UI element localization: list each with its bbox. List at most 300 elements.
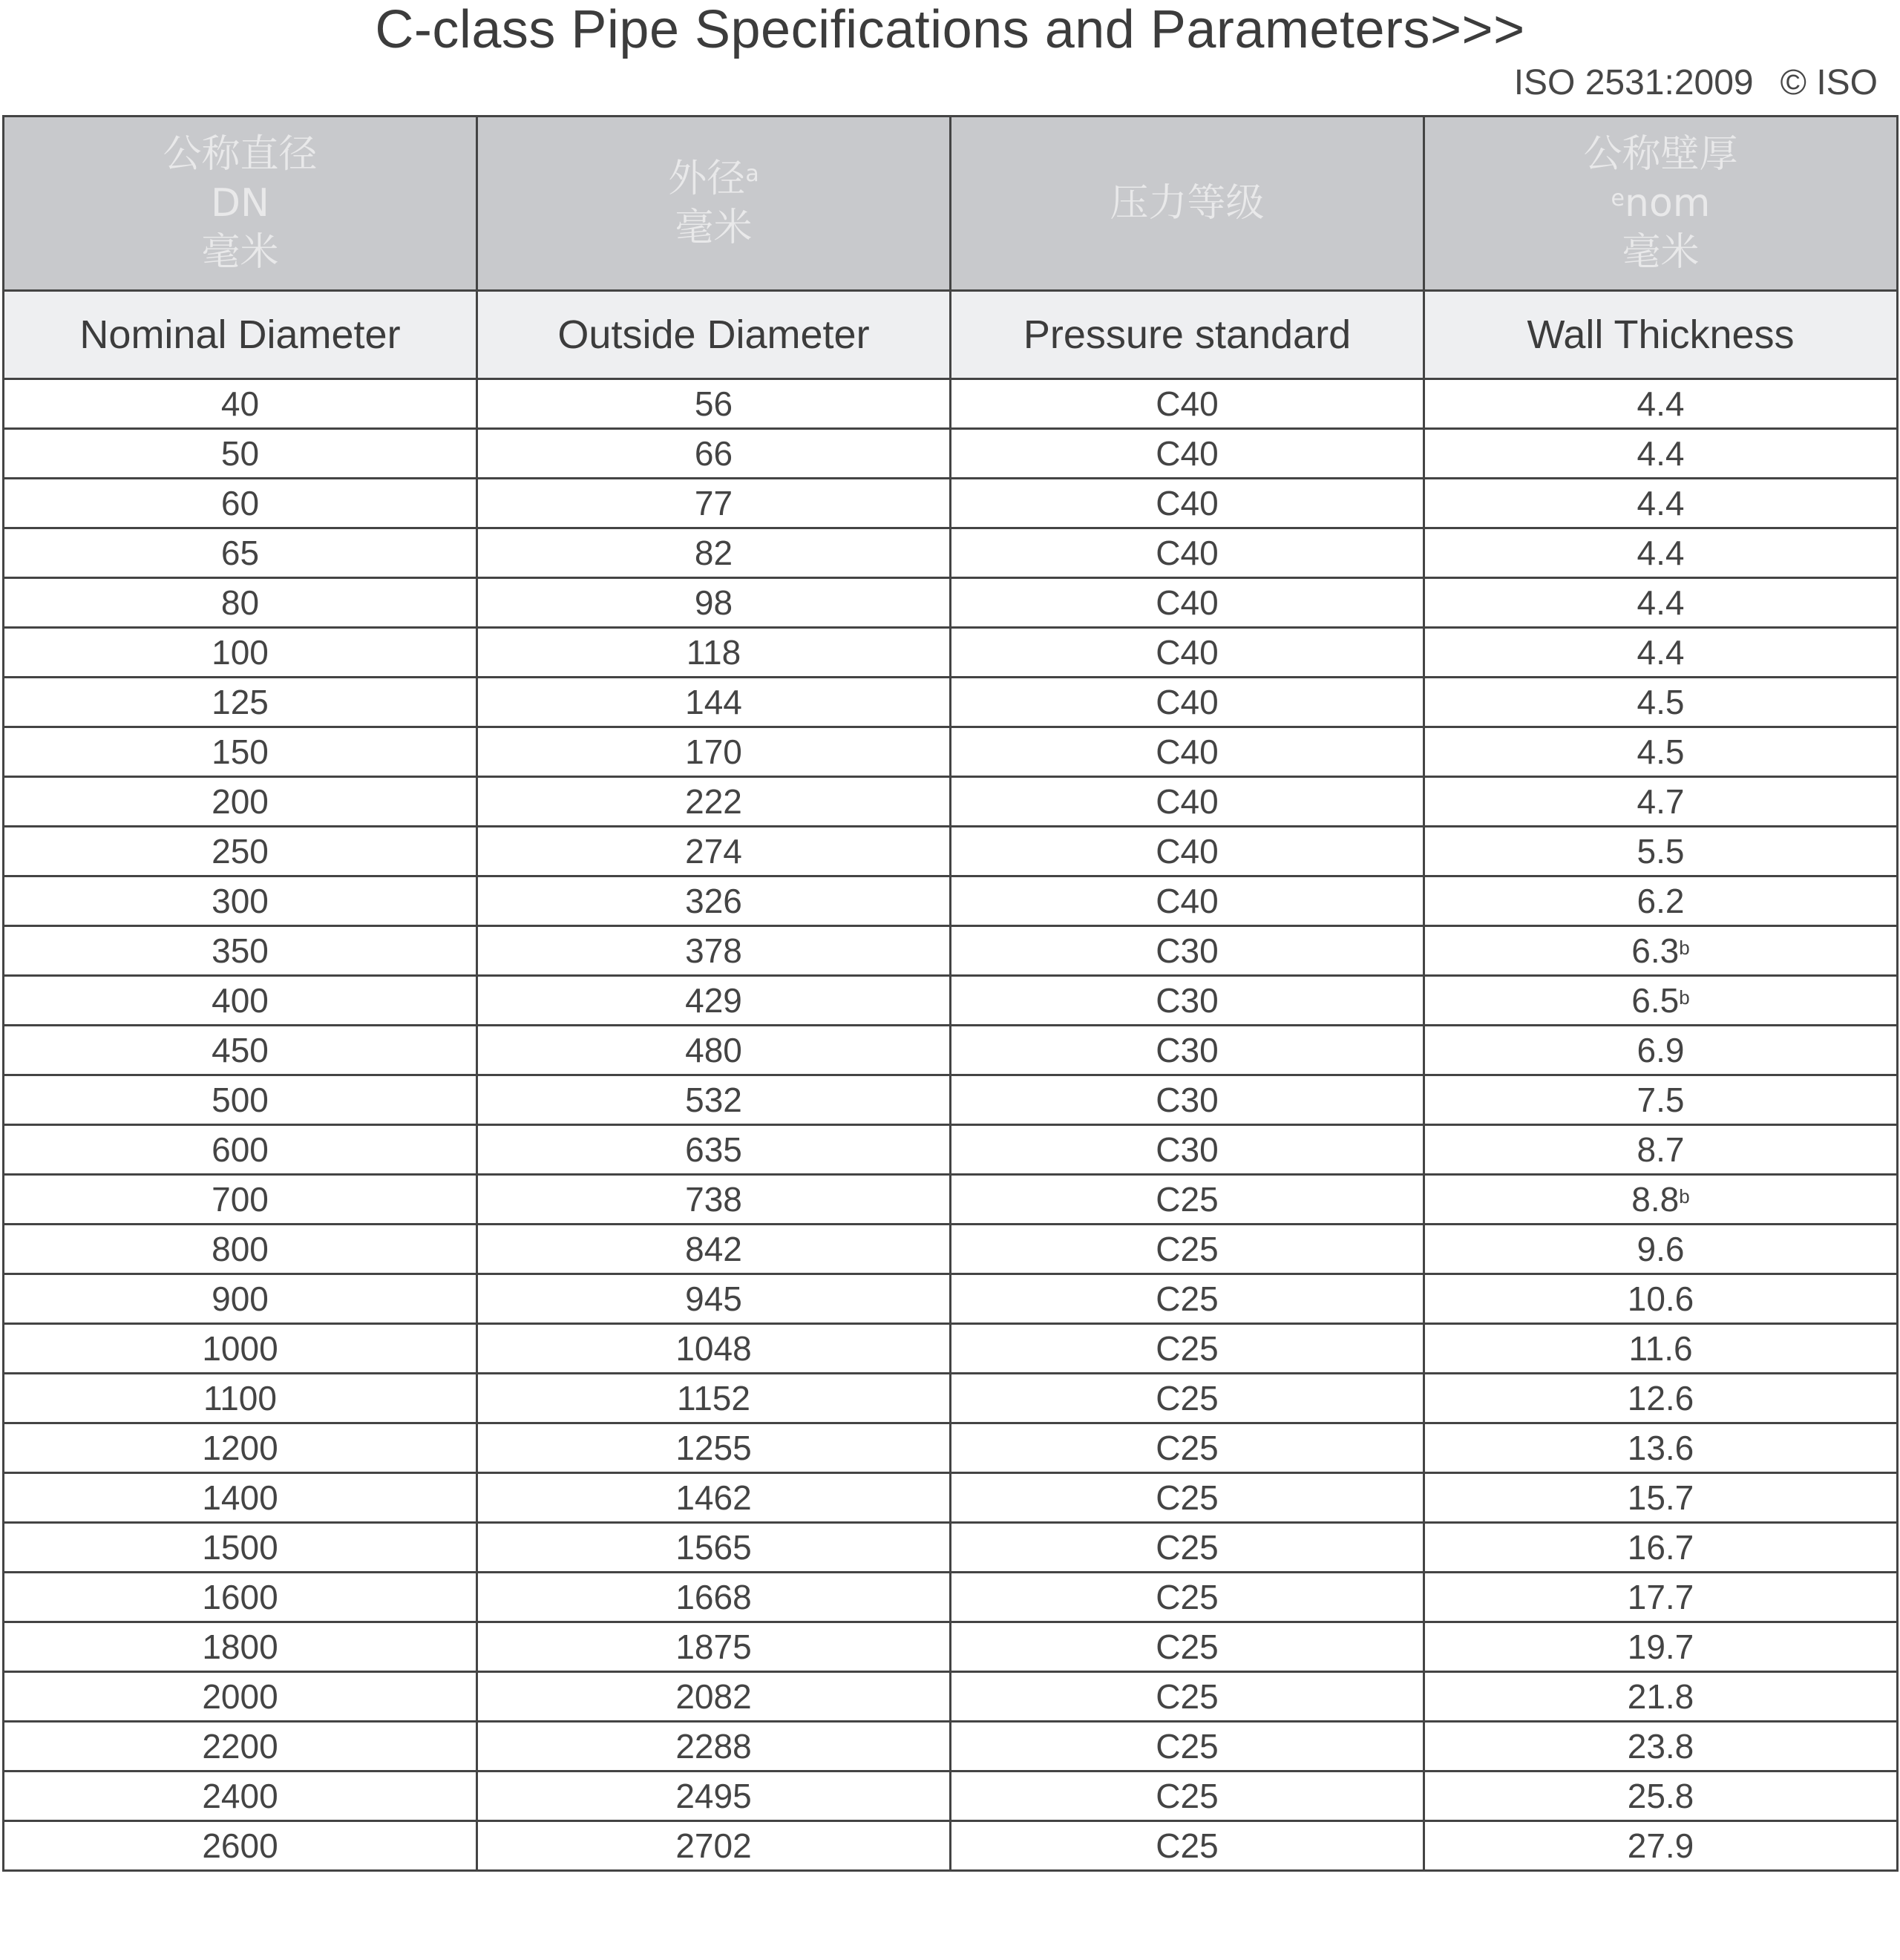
table-row xyxy=(4,1722,1898,1771)
table-row xyxy=(4,1423,1898,1473)
cell-wall-thickness-value: 4.4 xyxy=(1637,633,1685,672)
cell-nominal-diameter-value: 1400 xyxy=(202,1478,278,1517)
table-row xyxy=(4,578,1898,628)
cell-wall-thickness-value: 6.5 xyxy=(1631,981,1680,1020)
cell-outside-diameter xyxy=(477,876,951,926)
cell-outside-diameter xyxy=(477,1125,951,1175)
cell-wall-thickness-value: 4.5 xyxy=(1637,683,1685,721)
table-row xyxy=(4,479,1898,528)
table-row xyxy=(4,1473,1898,1523)
column-header-pressure-standard: Pressure standard xyxy=(951,291,1424,379)
cell-outside-diameter-value: 532 xyxy=(685,1081,742,1119)
cell-pressure-class-value: C40 xyxy=(1156,882,1219,920)
cell-nominal-diameter-value: 80 xyxy=(220,583,260,622)
cell-pressure-class-value: C25 xyxy=(1156,1379,1219,1417)
cell-pressure-class-value: C40 xyxy=(1156,683,1219,721)
cell-nominal-diameter xyxy=(4,1423,477,1473)
header-cn-unit: 毫米 xyxy=(201,230,279,275)
cell-outside-diameter xyxy=(477,1374,951,1423)
cell-pressure-class xyxy=(951,1821,1424,1871)
cell-nominal-diameter-value: 300 xyxy=(212,882,269,920)
cell-pressure-class xyxy=(951,429,1424,479)
cell-nominal-diameter-value: 1500 xyxy=(202,1528,278,1567)
cell-outside-diameter xyxy=(477,1523,951,1573)
cell-wall-thickness xyxy=(1424,379,1898,429)
cell-wall-thickness xyxy=(1424,1771,1898,1821)
table-row xyxy=(4,429,1898,479)
cell-nominal-diameter xyxy=(4,1026,477,1075)
cell-nominal-diameter xyxy=(4,1722,477,1771)
cell-nominal-diameter-value: 1000 xyxy=(202,1329,278,1368)
cell-nominal-diameter-value: 50 xyxy=(220,434,260,473)
cell-wall-thickness xyxy=(1424,1075,1898,1125)
cell-nominal-diameter xyxy=(4,1821,477,1871)
cell-outside-diameter-value: 1255 xyxy=(675,1429,752,1467)
cell-outside-diameter xyxy=(477,1473,951,1523)
cell-outside-diameter-value: 1048 xyxy=(675,1329,752,1368)
cell-pressure-class-value: C30 xyxy=(1156,981,1219,1020)
header-row-english xyxy=(4,291,1898,379)
cell-wall-thickness xyxy=(1424,1175,1898,1225)
cell-pressure-class-value: C40 xyxy=(1156,732,1219,771)
table-row xyxy=(4,1771,1898,1821)
cell-wall-thickness-value: 7.5 xyxy=(1637,1081,1685,1119)
table-row xyxy=(4,727,1898,777)
cell-nominal-diameter-value: 800 xyxy=(212,1230,269,1268)
cell-wall-thickness xyxy=(1424,876,1898,926)
table-row xyxy=(4,926,1898,976)
cell-pressure-class xyxy=(951,1175,1424,1225)
cell-nominal-diameter xyxy=(4,1075,477,1125)
cell-nominal-diameter-value: 1600 xyxy=(202,1578,278,1616)
table-row xyxy=(4,1374,1898,1423)
cell-outside-diameter xyxy=(477,379,951,429)
cell-pressure-class xyxy=(951,678,1424,727)
cell-outside-diameter xyxy=(477,1225,951,1274)
cell-outside-diameter xyxy=(477,578,951,628)
cell-nominal-diameter xyxy=(4,1125,477,1175)
cell-nominal-diameter-value: 1200 xyxy=(202,1429,278,1467)
cell-wall-thickness xyxy=(1424,976,1898,1026)
cell-pressure-class xyxy=(951,727,1424,777)
cell-wall-thickness xyxy=(1424,1026,1898,1075)
cell-nominal-diameter-value: 2200 xyxy=(202,1727,278,1766)
table-row xyxy=(4,1175,1898,1225)
cell-wall-thickness-value: 8.7 xyxy=(1637,1130,1685,1169)
cell-nominal-diameter-value: 400 xyxy=(212,981,269,1020)
cell-pressure-class xyxy=(951,628,1424,678)
cell-wall-thickness-value: 4.7 xyxy=(1637,782,1685,821)
cell-pressure-class xyxy=(951,926,1424,976)
cell-pressure-class xyxy=(951,1125,1424,1175)
cell-outside-diameter xyxy=(477,1722,951,1771)
cell-wall-thickness-value: 4.5 xyxy=(1637,732,1685,771)
cell-outside-diameter-value: 2082 xyxy=(675,1677,752,1716)
table-row xyxy=(4,876,1898,926)
cell-pressure-class-value: C30 xyxy=(1156,931,1219,970)
cell-pressure-class-value: C25 xyxy=(1156,1528,1219,1567)
cell-outside-diameter-value: 170 xyxy=(685,732,742,771)
cell-nominal-diameter xyxy=(4,678,477,727)
cell-wall-thickness xyxy=(1424,1622,1898,1672)
table-row xyxy=(4,678,1898,727)
cell-outside-diameter xyxy=(477,926,951,976)
cell-pressure-class xyxy=(951,479,1424,528)
cell-pressure-class-value: C30 xyxy=(1156,1031,1219,1069)
cell-nominal-diameter xyxy=(4,876,477,926)
cell-nominal-diameter-value: 500 xyxy=(212,1081,269,1119)
cell-nominal-diameter-value: 150 xyxy=(212,732,269,771)
cell-nominal-diameter xyxy=(4,1274,477,1324)
cell-outside-diameter xyxy=(477,1175,951,1225)
cell-outside-diameter-value: 1875 xyxy=(675,1628,752,1666)
cell-wall-thickness xyxy=(1424,528,1898,578)
cell-wall-thickness xyxy=(1424,578,1898,628)
cell-wall-thickness xyxy=(1424,1722,1898,1771)
column-header-nominal-diameter: Nominal Diameter xyxy=(4,291,477,379)
cell-wall-thickness xyxy=(1424,1423,1898,1473)
cell-pressure-class-value: C40 xyxy=(1156,583,1219,622)
cell-nominal-diameter-value: 350 xyxy=(212,931,269,970)
cell-wall-thickness xyxy=(1424,1473,1898,1523)
cell-outside-diameter-value: 2288 xyxy=(675,1727,752,1766)
cell-nominal-diameter-value: 1100 xyxy=(203,1379,277,1417)
cell-wall-thickness-value: 19.7 xyxy=(1627,1628,1694,1666)
cell-pressure-class xyxy=(951,1225,1424,1274)
cell-pressure-class xyxy=(951,827,1424,876)
cell-pressure-class-value: C25 xyxy=(1156,1180,1219,1219)
cell-nominal-diameter xyxy=(4,628,477,678)
footnote-mark: b xyxy=(1679,986,1690,1009)
cell-wall-thickness xyxy=(1424,777,1898,827)
cell-pressure-class xyxy=(951,1324,1424,1374)
cell-pressure-class-value: C40 xyxy=(1156,534,1219,572)
cell-nominal-diameter xyxy=(4,777,477,827)
cell-nominal-diameter xyxy=(4,1473,477,1523)
cell-pressure-class xyxy=(951,1374,1424,1423)
cell-nominal-diameter-value: 100 xyxy=(212,633,269,672)
cell-wall-thickness-value: 4.4 xyxy=(1637,583,1685,622)
cell-pressure-class-value: C30 xyxy=(1156,1081,1219,1119)
cell-outside-diameter-value: 2495 xyxy=(675,1777,752,1815)
copyright-notice: © ISO xyxy=(1780,63,1878,102)
cell-outside-diameter xyxy=(477,528,951,578)
cell-outside-diameter-value: 98 xyxy=(694,583,733,622)
cell-pressure-class-value: C25 xyxy=(1156,1677,1219,1716)
cell-wall-thickness-value: 5.5 xyxy=(1637,832,1685,871)
header-cn-label: 公称直径 xyxy=(163,132,318,177)
cell-pressure-class xyxy=(951,1573,1424,1622)
cell-pressure-class xyxy=(951,1075,1424,1125)
cell-outside-diameter-value: 2702 xyxy=(675,1826,752,1865)
cell-nominal-diameter xyxy=(4,379,477,429)
cell-nominal-diameter xyxy=(4,1175,477,1225)
cell-nominal-diameter xyxy=(4,827,477,876)
table-row xyxy=(4,1026,1898,1075)
cell-pressure-class xyxy=(951,1423,1424,1473)
cell-wall-thickness-value: 12.6 xyxy=(1627,1379,1694,1417)
cell-outside-diameter-value: 945 xyxy=(685,1279,742,1318)
cell-wall-thickness-value: 25.8 xyxy=(1627,1777,1694,1815)
cell-outside-diameter-value: 738 xyxy=(685,1180,742,1219)
cell-wall-thickness xyxy=(1424,1225,1898,1274)
cell-outside-diameter-value: 222 xyxy=(685,782,742,821)
cell-nominal-diameter-value: 250 xyxy=(212,832,269,871)
cell-outside-diameter-value: 480 xyxy=(685,1031,742,1069)
cell-nominal-diameter xyxy=(4,479,477,528)
cell-pressure-class xyxy=(951,1722,1424,1771)
cell-nominal-diameter xyxy=(4,1672,477,1722)
cell-pressure-class-value: C25 xyxy=(1156,1279,1219,1318)
cell-outside-diameter xyxy=(477,976,951,1026)
cell-outside-diameter-value: 378 xyxy=(685,931,742,970)
cell-pressure-class-value: C25 xyxy=(1156,1429,1219,1467)
footnote-mark: b xyxy=(1679,1185,1690,1207)
cell-nominal-diameter-value: 900 xyxy=(212,1279,269,1318)
cell-outside-diameter xyxy=(477,1324,951,1374)
cell-wall-thickness-value: 23.8 xyxy=(1627,1727,1694,1766)
cell-nominal-diameter-value: 700 xyxy=(212,1180,269,1219)
cell-wall-thickness-value: 11.6 xyxy=(1628,1329,1693,1368)
header-cn-symbol: e xyxy=(1611,186,1625,212)
cell-wall-thickness xyxy=(1424,1125,1898,1175)
cell-outside-diameter-value: 77 xyxy=(694,484,733,522)
cell-outside-diameter-value: 144 xyxy=(685,683,742,721)
cell-outside-diameter-value: 429 xyxy=(685,981,742,1020)
table-row xyxy=(4,1274,1898,1324)
table-row xyxy=(4,1075,1898,1125)
cell-wall-thickness-value: 9.6 xyxy=(1637,1230,1685,1268)
cell-wall-thickness xyxy=(1424,479,1898,528)
cell-outside-diameter-value: 1462 xyxy=(675,1478,752,1517)
cell-wall-thickness-value: 6.9 xyxy=(1637,1031,1685,1069)
cell-wall-thickness xyxy=(1424,827,1898,876)
cell-outside-diameter xyxy=(477,678,951,727)
table-row xyxy=(4,1225,1898,1274)
cell-wall-thickness-value: 15.7 xyxy=(1627,1478,1694,1517)
cell-pressure-class-value: C25 xyxy=(1156,1478,1219,1517)
cell-wall-thickness xyxy=(1424,1523,1898,1573)
cell-pressure-class-value: C25 xyxy=(1156,1578,1219,1616)
cell-nominal-diameter-value: 2600 xyxy=(202,1826,278,1865)
pipe-spec-table xyxy=(2,115,1899,1872)
table-row xyxy=(4,976,1898,1026)
cell-outside-diameter xyxy=(477,479,951,528)
cell-outside-diameter xyxy=(477,827,951,876)
cell-pressure-class xyxy=(951,1274,1424,1324)
cell-nominal-diameter-value: 2000 xyxy=(202,1677,278,1716)
cell-outside-diameter xyxy=(477,1026,951,1075)
cell-pressure-class-value: C40 xyxy=(1156,633,1219,672)
cell-nominal-diameter xyxy=(4,429,477,479)
cell-nominal-diameter-value: 40 xyxy=(220,384,260,423)
table-row xyxy=(4,528,1898,578)
cell-nominal-diameter-value: 450 xyxy=(212,1031,269,1069)
cell-nominal-diameter-value: 60 xyxy=(220,484,260,522)
standard-reference xyxy=(1514,59,1878,107)
header-cn-wall-thickness xyxy=(1424,117,1898,291)
header-cn-label: 外径 xyxy=(668,157,746,201)
cell-wall-thickness-value: 4.4 xyxy=(1637,434,1685,473)
table-row xyxy=(4,379,1898,429)
table-row xyxy=(4,628,1898,678)
cell-outside-diameter xyxy=(477,727,951,777)
header-row-chinese xyxy=(4,117,1898,291)
cell-wall-thickness-value: 16.7 xyxy=(1627,1528,1694,1567)
cell-outside-diameter xyxy=(477,1573,951,1622)
cell-outside-diameter-value: 82 xyxy=(694,534,733,572)
column-header-wall-thickness: Wall Thickness xyxy=(1424,291,1898,379)
cell-pressure-class xyxy=(951,1771,1424,1821)
cell-outside-diameter-value: 274 xyxy=(685,832,742,871)
cell-outside-diameter-value: 326 xyxy=(685,882,742,920)
header-cn-symbol-subscript: nom xyxy=(1625,181,1711,226)
cell-nominal-diameter xyxy=(4,1771,477,1821)
table-row xyxy=(4,1672,1898,1722)
cell-pressure-class xyxy=(951,528,1424,578)
cell-nominal-diameter xyxy=(4,727,477,777)
cell-nominal-diameter-value: 200 xyxy=(212,782,269,821)
table-row xyxy=(4,1573,1898,1622)
header-cn-label: 压力等级 xyxy=(1110,181,1265,226)
table-row xyxy=(4,1125,1898,1175)
header-cn-outside-diameter xyxy=(477,117,951,291)
cell-pressure-class-value: C40 xyxy=(1156,434,1219,473)
cell-outside-diameter-value: 1668 xyxy=(675,1578,752,1616)
table-row xyxy=(4,1324,1898,1374)
cell-pressure-class-value: C40 xyxy=(1156,782,1219,821)
cell-wall-thickness xyxy=(1424,926,1898,976)
cell-pressure-class-value: C25 xyxy=(1156,1777,1219,1815)
cell-wall-thickness-value: 10.6 xyxy=(1627,1279,1694,1318)
cell-wall-thickness xyxy=(1424,1274,1898,1324)
cell-pressure-class xyxy=(951,777,1424,827)
cell-outside-diameter xyxy=(477,1622,951,1672)
cell-wall-thickness-value: 27.9 xyxy=(1627,1826,1694,1865)
cell-outside-diameter-value: 66 xyxy=(694,434,733,473)
footnote-mark: a xyxy=(745,161,759,187)
cell-wall-thickness xyxy=(1424,429,1898,479)
cell-outside-diameter xyxy=(477,1821,951,1871)
cell-nominal-diameter-value: 2400 xyxy=(202,1777,278,1815)
cell-outside-diameter xyxy=(477,429,951,479)
footnote-mark: b xyxy=(1679,937,1690,959)
cell-nominal-diameter-value: 1800 xyxy=(202,1628,278,1666)
cell-nominal-diameter xyxy=(4,578,477,628)
header-cn-pressure-class xyxy=(951,117,1424,291)
cell-pressure-class-value: C25 xyxy=(1156,1230,1219,1268)
table-row xyxy=(4,1821,1898,1871)
cell-wall-thickness-value: 4.4 xyxy=(1637,384,1685,423)
cell-wall-thickness-value: 4.4 xyxy=(1637,534,1685,572)
header-cn-label: 公称壁厚 xyxy=(1583,132,1738,177)
cell-outside-diameter-value: 635 xyxy=(685,1130,742,1169)
table-row xyxy=(4,777,1898,827)
cell-nominal-diameter-value: 65 xyxy=(220,534,260,572)
cell-wall-thickness xyxy=(1424,1324,1898,1374)
cell-pressure-class-value: C40 xyxy=(1156,832,1219,871)
cell-outside-diameter xyxy=(477,628,951,678)
cell-outside-diameter-value: 1565 xyxy=(675,1528,752,1567)
cell-outside-diameter xyxy=(477,1672,951,1722)
cell-pressure-class xyxy=(951,379,1424,429)
cell-pressure-class xyxy=(951,1473,1424,1523)
cell-outside-diameter xyxy=(477,1274,951,1324)
table-row xyxy=(4,1622,1898,1672)
cell-outside-diameter xyxy=(477,1423,951,1473)
cell-outside-diameter xyxy=(477,1771,951,1821)
cell-wall-thickness-value: 6.2 xyxy=(1637,882,1685,920)
standard-code: ISO 2531:2009 xyxy=(1513,63,1754,102)
header-cn-unit: 毫米 xyxy=(675,206,753,250)
cell-wall-thickness-value: 13.6 xyxy=(1627,1429,1694,1467)
cell-pressure-class-value: C40 xyxy=(1156,484,1219,522)
cell-pressure-class-value: C25 xyxy=(1156,1826,1219,1865)
cell-outside-diameter xyxy=(477,1075,951,1125)
cell-wall-thickness-value: 8.8 xyxy=(1631,1180,1680,1219)
cell-wall-thickness xyxy=(1424,1672,1898,1722)
cell-outside-diameter-value: 842 xyxy=(685,1230,742,1268)
cell-wall-thickness-value: 21.8 xyxy=(1627,1677,1694,1716)
cell-nominal-diameter xyxy=(4,976,477,1026)
header-cn-nominal-diameter xyxy=(4,117,477,291)
cell-wall-thickness-value: 4.4 xyxy=(1637,484,1685,522)
cell-pressure-class-value: C25 xyxy=(1156,1329,1219,1368)
page-title: C-class Pipe Specifications and Parameters>>> xyxy=(375,0,1525,59)
cell-nominal-diameter xyxy=(4,1573,477,1622)
cell-wall-thickness xyxy=(1424,1821,1898,1871)
cell-pressure-class xyxy=(951,578,1424,628)
cell-nominal-diameter xyxy=(4,926,477,976)
column-header-outside-diameter: Outside Diameter xyxy=(477,291,951,379)
cell-pressure-class xyxy=(951,1672,1424,1722)
table-row xyxy=(4,827,1898,876)
cell-pressure-class-value: C40 xyxy=(1156,384,1219,423)
header-cn-symbol: DN xyxy=(211,181,269,226)
cell-pressure-class-value: C25 xyxy=(1156,1628,1219,1666)
cell-pressure-class xyxy=(951,1026,1424,1075)
cell-nominal-diameter-value: 125 xyxy=(212,683,269,721)
cell-wall-thickness xyxy=(1424,1573,1898,1622)
cell-pressure-class xyxy=(951,876,1424,926)
cell-outside-diameter-value: 118 xyxy=(686,633,741,672)
cell-nominal-diameter xyxy=(4,1225,477,1274)
cell-nominal-diameter xyxy=(4,1374,477,1423)
cell-nominal-diameter-value: 600 xyxy=(212,1130,269,1169)
cell-outside-diameter-value: 1152 xyxy=(677,1379,750,1417)
cell-nominal-diameter xyxy=(4,528,477,578)
cell-wall-thickness xyxy=(1424,678,1898,727)
cell-wall-thickness xyxy=(1424,1374,1898,1423)
cell-pressure-class xyxy=(951,1523,1424,1573)
cell-pressure-class xyxy=(951,1622,1424,1672)
header-cn-unit: 毫米 xyxy=(1622,230,1700,275)
cell-wall-thickness xyxy=(1424,727,1898,777)
cell-outside-diameter xyxy=(477,777,951,827)
cell-nominal-diameter xyxy=(4,1523,477,1573)
cell-wall-thickness xyxy=(1424,628,1898,678)
cell-nominal-diameter xyxy=(4,1324,477,1374)
cell-wall-thickness-value: 17.7 xyxy=(1627,1578,1694,1616)
table-body xyxy=(4,379,1898,1871)
cell-pressure-class-value: C30 xyxy=(1156,1130,1219,1169)
cell-pressure-class-value: C25 xyxy=(1156,1727,1219,1766)
cell-nominal-diameter xyxy=(4,1622,477,1672)
table-row xyxy=(4,1523,1898,1573)
cell-outside-diameter-value: 56 xyxy=(694,384,733,423)
cell-wall-thickness-value: 6.3 xyxy=(1631,931,1680,970)
cell-pressure-class xyxy=(951,976,1424,1026)
